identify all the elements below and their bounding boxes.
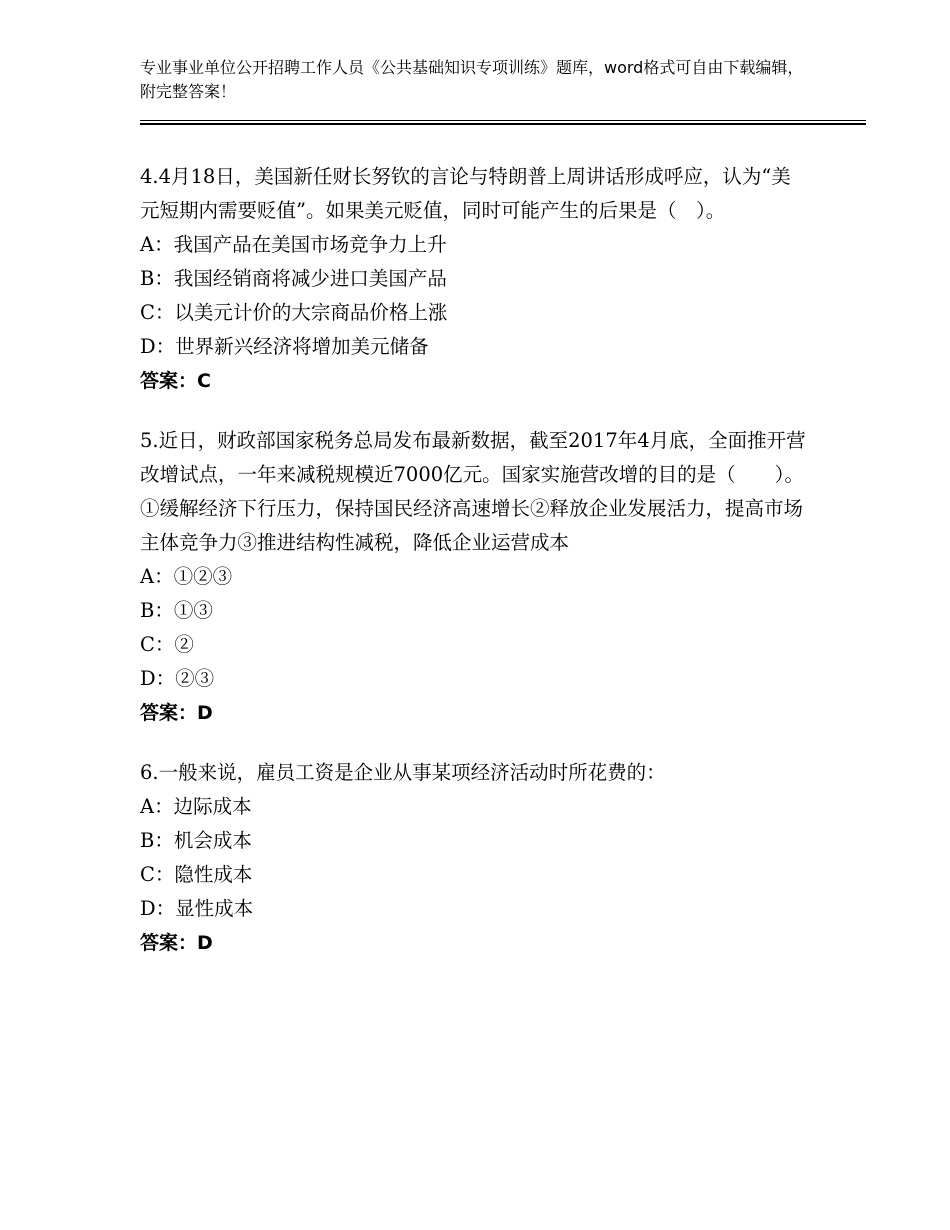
question-4 xyxy=(140,160,810,398)
answer-label: 答案：D xyxy=(140,702,213,724)
question-6 xyxy=(140,756,810,960)
page-header: 专业事业单位公开招聘工作人员《公共基础知识专项训练》题库，word格式可自由下载编辑，附完整答案！ xyxy=(140,58,804,101)
option-b: B：机会成本 xyxy=(140,829,252,852)
question-list xyxy=(140,160,810,986)
question-stem: 5.近日，财政部国家税务总局发布最新数据，截至2017年4月底，全面推开营改增试点，一年来减税规模近7000亿元。国家实施营改增的目的是（ ）。①缓解经济下行压力，保持国民经济高速增长②释放企业发展活力，提高市场主体竞争力③推进结构性减税，降低企业运营成本 xyxy=(140,429,806,554)
option-d: D：②③ xyxy=(140,667,215,690)
answer-label: 答案：C xyxy=(140,370,211,392)
option-a: A：我国产品在美国市场竞争力上升 xyxy=(140,233,447,256)
option-a: A：①②③ xyxy=(140,565,233,588)
option-c: C：隐性成本 xyxy=(140,863,253,886)
option-b: B：①③ xyxy=(140,599,213,622)
option-c: C：以美元计价的大宗商品价格上涨 xyxy=(140,301,448,324)
answer-label: 答案：D xyxy=(140,932,213,954)
option-c: C：② xyxy=(140,633,194,656)
question-5 xyxy=(140,424,810,730)
option-d: D：世界新兴经济将增加美元储备 xyxy=(140,335,429,358)
option-a: A：边际成本 xyxy=(140,795,252,818)
option-d: D：显性成本 xyxy=(140,897,254,920)
header-rule-top xyxy=(140,120,866,121)
option-b: B：我国经销商将减少进口美国产品 xyxy=(140,267,447,290)
question-stem: 4.4月18日，美国新任财长努钦的言论与特朗普上周讲话形成呼应，认为“美元短期内需要贬值”。如果美元贬值，同时可能产生的后果是（ ）。 xyxy=(140,165,791,222)
header-rule-bottom xyxy=(140,123,866,125)
question-stem: 6.一般来说，雇员工资是企业从事某项经济活动时所花费的： xyxy=(140,761,666,784)
